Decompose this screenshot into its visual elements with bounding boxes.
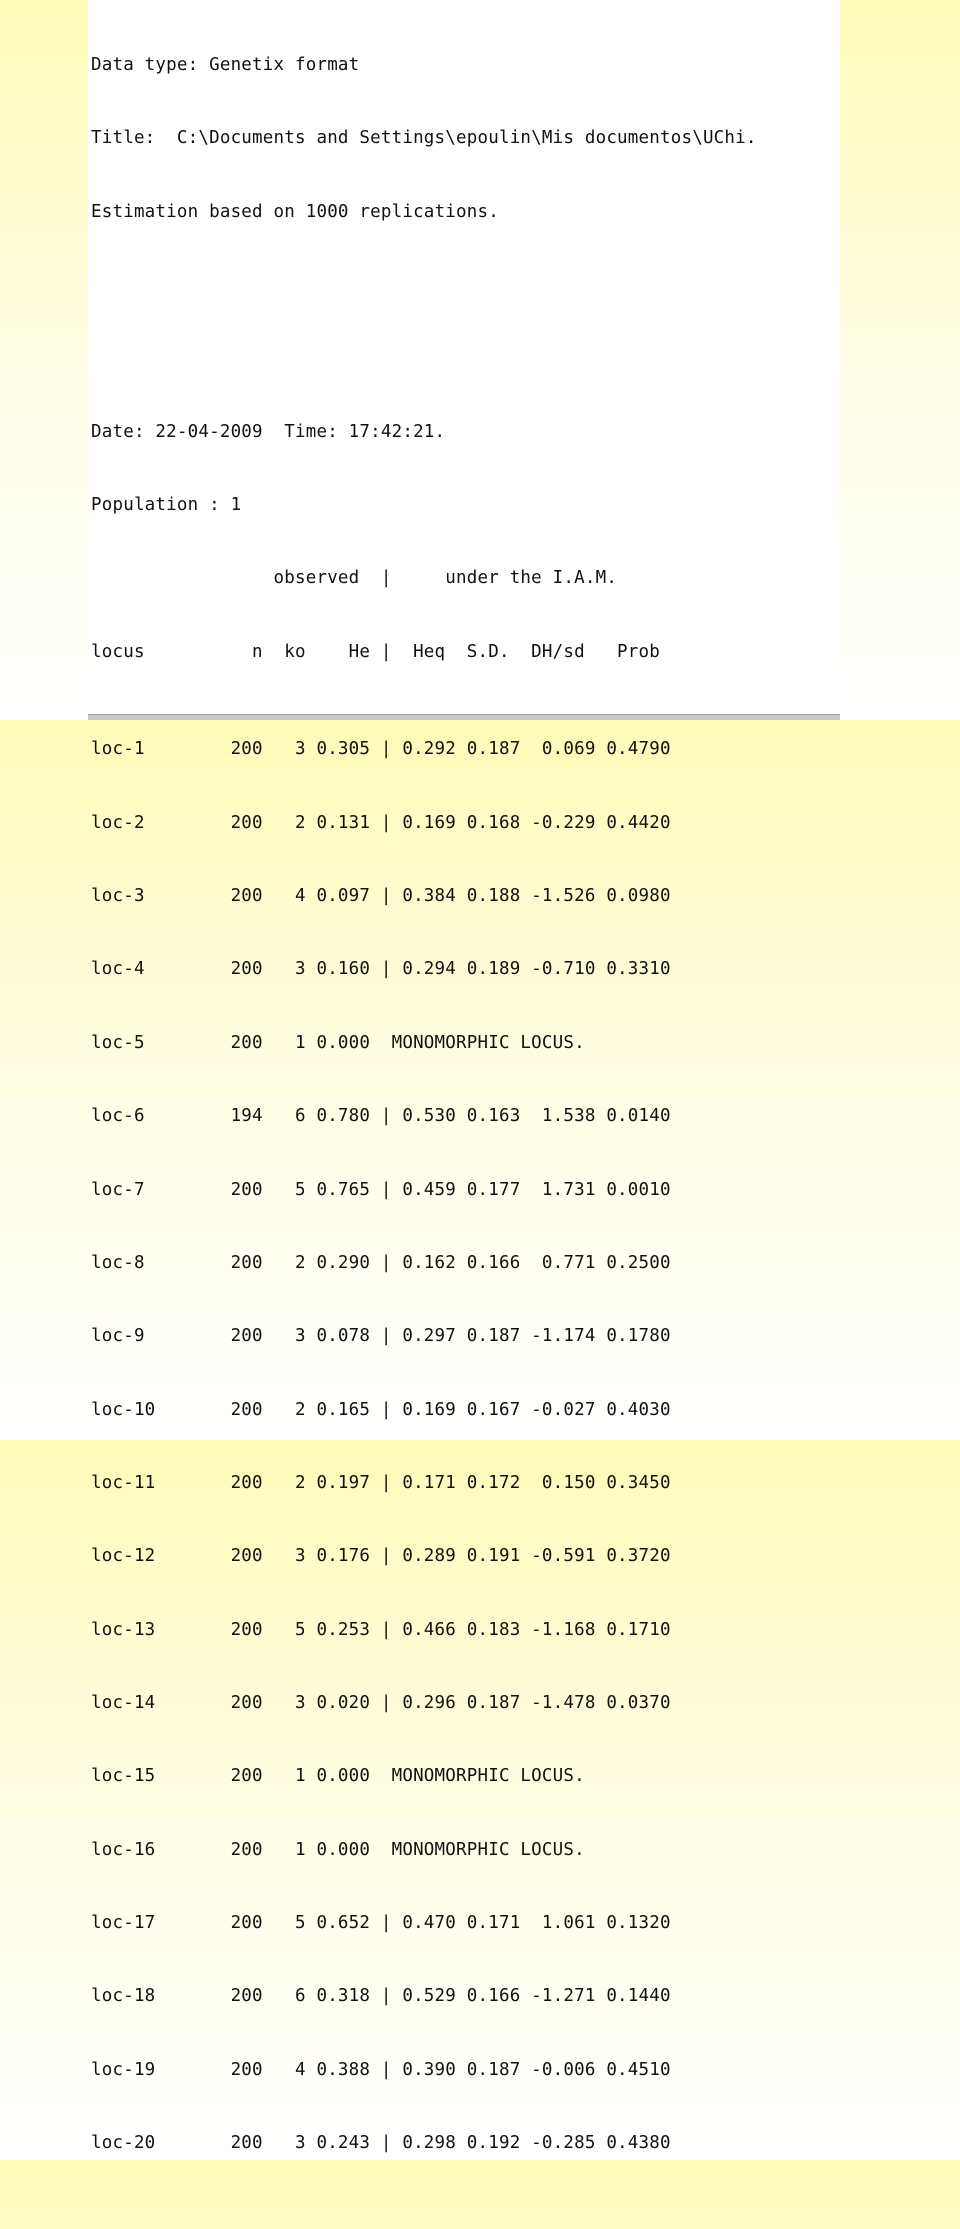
window-bottom-border (88, 714, 840, 720)
table-row: loc-1 200 3 0.305 | 0.292 0.187 0.069 0.4790 (91, 739, 671, 760)
data-type-line: Data type: Genetix format (91, 54, 360, 75)
estimation-line: Estimation based on 1000 replications. (91, 201, 499, 222)
table-row: loc-10 200 2 0.165 | 0.169 0.167 -0.027 0.4030 (91, 1399, 671, 1420)
date-time-line: Date: 22-04-2009 Time: 17:42:21. (91, 421, 446, 442)
table-row: loc-14 200 3 0.020 | 0.296 0.187 -1.478 0.0370 (91, 1692, 671, 1713)
table-row: loc-20 200 3 0.243 | 0.298 0.192 -0.285 0.4380 (91, 2132, 671, 2153)
table-row: loc-13 200 5 0.253 | 0.466 0.183 -1.168 0.1710 (91, 1619, 671, 1640)
locus-table-body (91, 715, 757, 2202)
table-row: loc-16 200 1 0.000 MONOMORPHIC LOCUS. (91, 1839, 585, 1860)
table-row: loc-12 200 3 0.176 | 0.289 0.191 -0.591 0.3720 (91, 1546, 671, 1567)
population-line: Population : 1 (91, 494, 242, 515)
table-row: loc-8 200 2 0.290 | 0.162 0.166 0.771 0.2500 (91, 1252, 671, 1273)
table-row: loc-3 200 4 0.097 | 0.384 0.188 -1.526 0.0980 (91, 886, 671, 907)
column-header-line: locus n ko He | Heq S.D. DH/sd Prob (91, 641, 661, 662)
table-row: loc-18 200 6 0.318 | 0.529 0.166 -1.271 0.1440 (91, 1986, 671, 2007)
group-header-line: observed | under the I.A.M. (91, 568, 618, 589)
table-row: loc-5 200 1 0.000 MONOMORPHIC LOCUS. (91, 1032, 585, 1053)
table-row: loc-6 194 6 0.780 | 0.530 0.163 1.538 0.0140 (91, 1106, 671, 1127)
table-row: loc-11 200 2 0.197 | 0.171 0.172 0.150 0.3450 (91, 1472, 671, 1493)
left-background-band (0, 0, 88, 720)
title-line: Title: C:\Documents and Settings\epoulin\Mis documentos\UChi. (91, 128, 757, 149)
table-row: loc-4 200 3 0.160 | 0.294 0.189 -0.710 0.3310 (91, 959, 671, 980)
table-row: loc-2 200 2 0.131 | 0.169 0.168 -0.229 0.4420 (91, 812, 671, 833)
blank-line (91, 346, 757, 370)
table-row: loc-9 200 3 0.078 | 0.297 0.187 -1.174 0.1780 (91, 1326, 671, 1347)
blank-line (91, 273, 757, 297)
bottleneck-output-window (88, 0, 840, 2153)
table-row: loc-17 200 5 0.652 | 0.470 0.171 1.061 0.1320 (91, 1912, 671, 1933)
table-row: loc-19 200 4 0.388 | 0.390 0.187 -0.006 0.4510 (91, 2059, 671, 2080)
right-background-band (840, 0, 960, 720)
output-text (91, 4, 757, 2229)
table-row: loc-7 200 5 0.765 | 0.459 0.177 1.731 0.0010 (91, 1179, 671, 1200)
table-row: loc-15 200 1 0.000 MONOMORPHIC LOCUS. (91, 1766, 585, 1787)
